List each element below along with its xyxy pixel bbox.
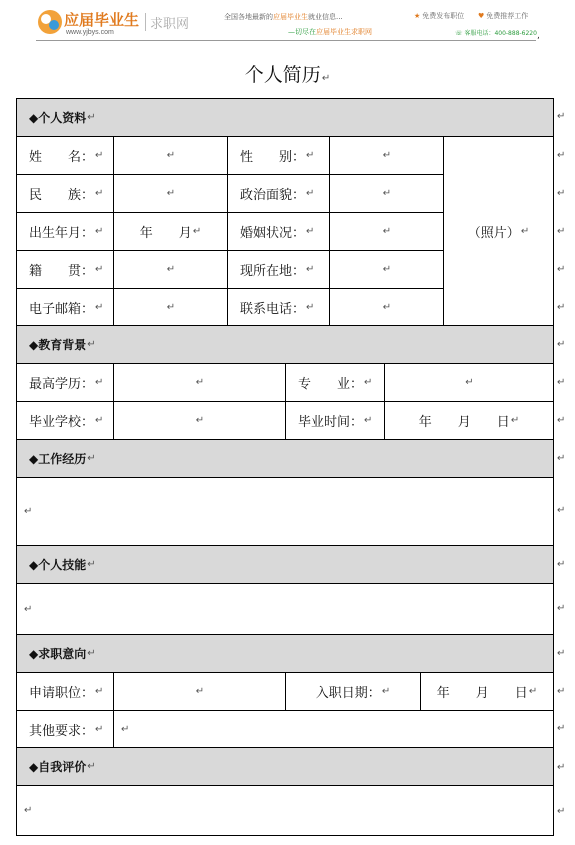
bullet-icon: ◆	[29, 451, 39, 466]
banner-rule	[36, 40, 536, 41]
section-header-education	[17, 326, 553, 364]
email-field[interactable]	[114, 289, 228, 326]
resume-table	[16, 98, 554, 836]
paragraph-mark: ↵	[95, 415, 104, 426]
paragraph-mark: ↵	[87, 453, 96, 464]
grad-time-label	[286, 402, 385, 440]
logo-divider	[145, 13, 146, 31]
phone-label	[228, 289, 330, 326]
page-title-text: 个人简历	[244, 64, 321, 86]
school-label	[17, 402, 114, 440]
row-end-mark: ↵	[557, 188, 566, 199]
logo-url: www.yjbys.com	[66, 29, 114, 36]
paragraph-mark: ↵	[87, 559, 96, 570]
paragraph-mark: ↵	[87, 112, 96, 123]
email-label	[17, 289, 114, 326]
row-end-mark: ↵	[557, 377, 566, 388]
birth-field[interactable]	[114, 213, 228, 251]
paragraph-mark: ↵	[528, 686, 538, 697]
paragraph-mark: ↵	[24, 805, 33, 816]
label-text: 婚姻状况：	[240, 226, 306, 241]
paragraph-mark: ↵	[195, 686, 205, 697]
political-status-label	[228, 175, 330, 213]
phone-field[interactable]	[330, 289, 444, 326]
banner-slogan	[224, 12, 343, 22]
field-text: 年 月	[139, 226, 192, 241]
major-label	[286, 364, 385, 402]
field-text: 年 月 日	[418, 415, 510, 430]
section-header-self-eval	[17, 748, 553, 786]
paragraph-mark: ↵	[95, 264, 104, 275]
photo-label: （照片）	[467, 225, 520, 241]
label-text: 专 业：	[298, 377, 364, 392]
paragraph-mark: ↵	[95, 377, 104, 388]
marital-field[interactable]	[330, 213, 444, 251]
paragraph-mark: ↵	[520, 225, 530, 237]
paragraph-mark: ↵	[364, 415, 373, 426]
paragraph-mark: ↵	[87, 761, 96, 772]
section-header-personal	[17, 99, 553, 137]
paragraph-mark: ↵	[382, 301, 392, 313]
paragraph-mark: ↵	[95, 301, 104, 313]
page-title	[0, 60, 575, 87]
bullet-icon: ◆	[29, 557, 39, 572]
row-end-mark: ↵	[557, 806, 566, 817]
row-end-mark: ↵	[557, 603, 566, 614]
marital-label	[228, 213, 330, 251]
star-icon: ★	[414, 12, 421, 20]
logo-title: 应届毕业生	[64, 12, 140, 29]
row-end-mark: ↵	[557, 723, 566, 734]
ethnicity-label	[17, 175, 114, 213]
slogan-text-end: 就业信息...	[308, 13, 343, 21]
label-text: 申请职位：	[29, 686, 95, 701]
paragraph-mark: ↵	[306, 150, 315, 161]
section-title: 自我评价	[38, 760, 87, 774]
section-header-skills	[17, 546, 553, 584]
row-end-mark: ↵	[557, 559, 566, 570]
other-requirements-label	[17, 711, 114, 748]
birth-label	[17, 213, 114, 251]
section-title: 工作经历	[38, 452, 87, 466]
paragraph-mark: ↵	[306, 188, 315, 199]
paragraph-mark: ↵	[95, 723, 104, 735]
slogan2-highlight: 应届毕业生求职网	[316, 28, 372, 36]
row-end-mark: ↵	[557, 762, 566, 773]
origin-field[interactable]	[114, 251, 228, 289]
section-header-intention	[17, 635, 553, 673]
logo-subtitle: 求职网	[150, 17, 190, 32]
field-text: 年 月 日	[436, 686, 528, 701]
post-job-link[interactable]	[414, 11, 464, 21]
degree-field[interactable]	[114, 364, 286, 402]
paragraph-mark: ↵	[382, 150, 392, 161]
row-end-mark: ↵	[557, 415, 566, 426]
bullet-icon: ◆	[29, 337, 39, 352]
phone-icon: ☏	[455, 30, 463, 37]
slogan2-text: —切尽在	[288, 28, 316, 36]
other-requirements-field[interactable]	[114, 711, 553, 748]
label-text: 入职日期：	[315, 686, 381, 701]
label-text: 联系电话：	[240, 301, 306, 317]
paragraph-mark: ↵	[364, 377, 373, 388]
site-banner	[0, 0, 575, 46]
row-end-mark: ↵	[557, 505, 566, 516]
position-label	[17, 673, 114, 711]
service-phone	[455, 28, 537, 37]
paragraph-mark: ↵	[166, 301, 176, 313]
work-experience-field[interactable]	[17, 478, 553, 546]
start-date-label	[286, 673, 421, 711]
paragraph-mark: ↵	[95, 150, 104, 161]
paragraph-mark: ↵	[121, 723, 130, 735]
slogan-highlight: 应届毕业生	[273, 13, 308, 21]
corner-mark: ,	[537, 31, 540, 41]
paragraph-mark: ↵	[87, 648, 96, 659]
row-end-mark: ↵	[557, 686, 566, 697]
label-text: 民 族：	[29, 188, 95, 203]
paragraph-mark: ↵	[321, 73, 331, 84]
row-end-mark: ↵	[557, 453, 566, 464]
paragraph-mark: ↵	[195, 415, 205, 426]
logo-mark-icon	[36, 8, 64, 36]
row-end-mark: ↵	[557, 339, 566, 350]
paragraph-mark: ↵	[87, 339, 96, 350]
ethnicity-field[interactable]	[114, 175, 228, 213]
paragraph-mark: ↵	[24, 506, 33, 517]
heart-icon: ♥	[478, 12, 485, 20]
section-title: 个人资料	[38, 111, 87, 125]
recommend-job-link[interactable]	[478, 11, 528, 21]
label-text: 性 别：	[240, 150, 306, 165]
gender-field[interactable]	[330, 137, 444, 175]
paragraph-mark: ↵	[166, 264, 176, 275]
row-end-mark: ↵	[557, 648, 566, 659]
label-text: 其他要求：	[29, 723, 95, 739]
paragraph-mark: ↵	[381, 686, 391, 697]
origin-label	[17, 251, 114, 289]
bullet-icon: ◆	[29, 110, 39, 125]
photo-box[interactable]	[444, 137, 553, 326]
paragraph-mark: ↵	[382, 188, 392, 199]
self-eval-field[interactable]	[17, 786, 553, 835]
paragraph-mark: ↵	[306, 301, 315, 313]
start-date-field[interactable]	[421, 673, 553, 711]
paragraph-mark: ↵	[465, 377, 474, 388]
label-text: 电子邮箱：	[29, 301, 95, 317]
section-title: 教育背景	[38, 338, 87, 352]
paragraph-mark: ↵	[195, 377, 205, 388]
paragraph-mark: ↵	[95, 686, 104, 697]
paragraph-mark: ↵	[306, 264, 315, 275]
paragraph-mark: ↵	[306, 226, 315, 237]
section-title: 求职意向	[38, 647, 87, 661]
major-field[interactable]	[385, 364, 553, 402]
name-label	[17, 137, 114, 175]
row-end-mark: ↵	[557, 264, 566, 275]
school-field[interactable]	[114, 402, 286, 440]
grad-time-field[interactable]	[385, 402, 553, 440]
row-end-mark: ↵	[557, 302, 566, 313]
paragraph-mark: ↵	[510, 415, 520, 426]
row-end-mark: ↵	[557, 111, 566, 122]
degree-label	[17, 364, 114, 402]
location-label	[228, 251, 330, 289]
paragraph-mark: ↵	[95, 188, 104, 199]
paragraph-mark: ↵	[166, 150, 176, 161]
name-field[interactable]	[114, 137, 228, 175]
location-field[interactable]	[330, 251, 444, 289]
service-phone-text: 客服电话：400-888-6220	[464, 30, 537, 37]
bullet-icon: ◆	[29, 759, 39, 774]
paragraph-mark: ↵	[166, 188, 176, 199]
row-end-mark: ↵	[557, 226, 566, 237]
political-status-field[interactable]	[330, 175, 444, 213]
label-text: 出生年月：	[29, 226, 95, 241]
label-text: 姓 名：	[29, 150, 95, 165]
recommend-job-label: 免费推荐工作	[486, 12, 529, 20]
slogan-text: 全国各地最新的	[224, 13, 273, 21]
paragraph-mark: ↵	[382, 226, 392, 237]
section-title: 个人技能	[38, 558, 87, 572]
row-end-mark: ↵	[557, 150, 566, 161]
label-text: 籍 贯：	[29, 264, 95, 279]
paragraph-mark: ↵	[192, 226, 202, 237]
paragraph-mark: ↵	[95, 226, 104, 237]
skills-field[interactable]	[17, 584, 553, 635]
label-text: 政治面貌：	[240, 188, 306, 203]
paragraph-mark: ↵	[382, 264, 392, 275]
label-text: 现所在地：	[240, 264, 306, 279]
label-text: 毕业学校：	[29, 415, 95, 430]
position-field[interactable]	[114, 673, 286, 711]
section-header-work	[17, 440, 553, 478]
banner-slogan-2	[288, 27, 372, 37]
label-text: 毕业时间：	[298, 415, 364, 430]
post-job-label: 免费发布职位	[422, 12, 465, 20]
paragraph-mark: ↵	[24, 603, 33, 615]
gender-label	[228, 137, 330, 175]
label-text: 最高学历：	[29, 377, 95, 392]
bullet-icon: ◆	[29, 646, 39, 661]
